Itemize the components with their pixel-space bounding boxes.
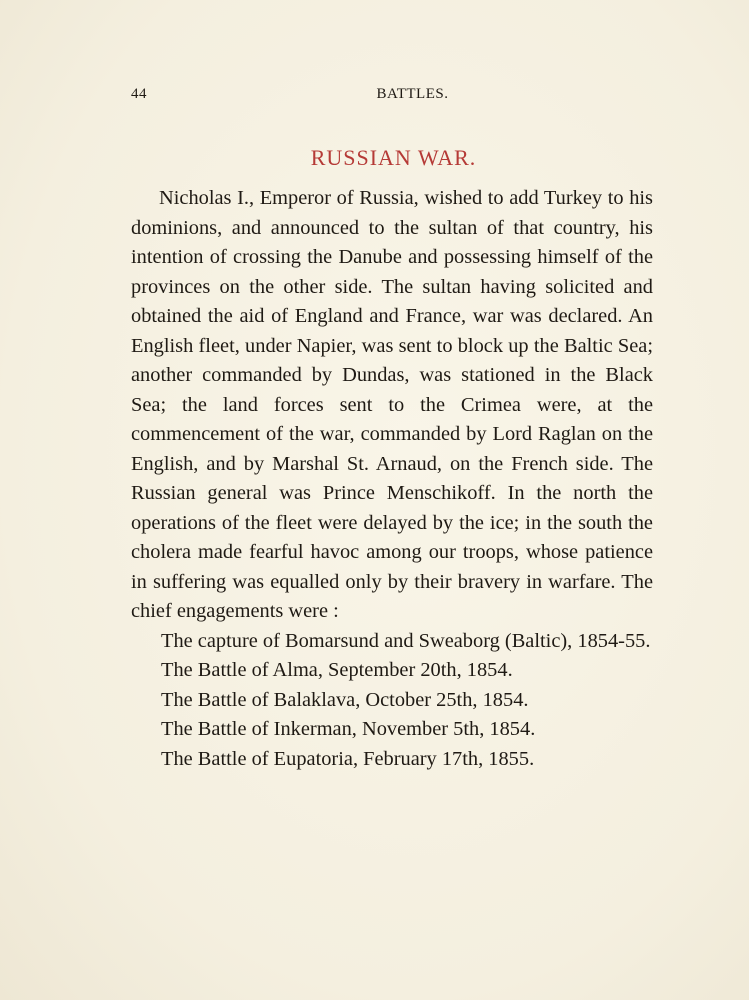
intro-paragraph: Nicholas I., Emperor of Russia, wished to add Turkey to his dominions, and announced to the sultan of that country, his intention of crossing the Danube and possessing himself of the provinces on the other side. The sultan having solicited and obtained the aid of England and France, war was declared. An English fleet, under Napier, was sent to block up the Baltic Sea; another commanded by Dundas, was stationed in the Black Sea; the land forces sent to the Crimea were, at the commencement of the war, commanded by Lord Raglan on the English, and by Marshal St. Arnaud, on the French side. The Russian general was Prince Menschikoff. In the north the operations of the fleet were delayed by the ice; in the south the cholera made fearful havoc among our troops, whose patience in suffering was equalled only by their bravery in warfare. The chief engagements were : <box>131 187 653 622</box>
engagement-item: The Battle of Inkerman, November 5th, 1854. <box>161 718 536 740</box>
engagement-item: The Battle of Alma, September 20th, 1854. <box>161 659 513 681</box>
section-title: RUSSIAN WAR. <box>310 145 477 170</box>
running-head <box>131 86 656 108</box>
engagement-item: The Battle of Eupatoria, February 17th, 1855. <box>161 747 535 770</box>
engagements-list <box>131 627 653 775</box>
body-text <box>131 184 653 774</box>
engagement-item: The Battle of Balaklava, October 25th, 1854. <box>161 688 529 711</box>
engagement-item: The capture of Bomarsund and Sweaborg (Baltic), 1854-55. <box>161 629 651 652</box>
running-title: BATTLES. <box>376 86 449 102</box>
page-number: 44 <box>131 86 147 102</box>
